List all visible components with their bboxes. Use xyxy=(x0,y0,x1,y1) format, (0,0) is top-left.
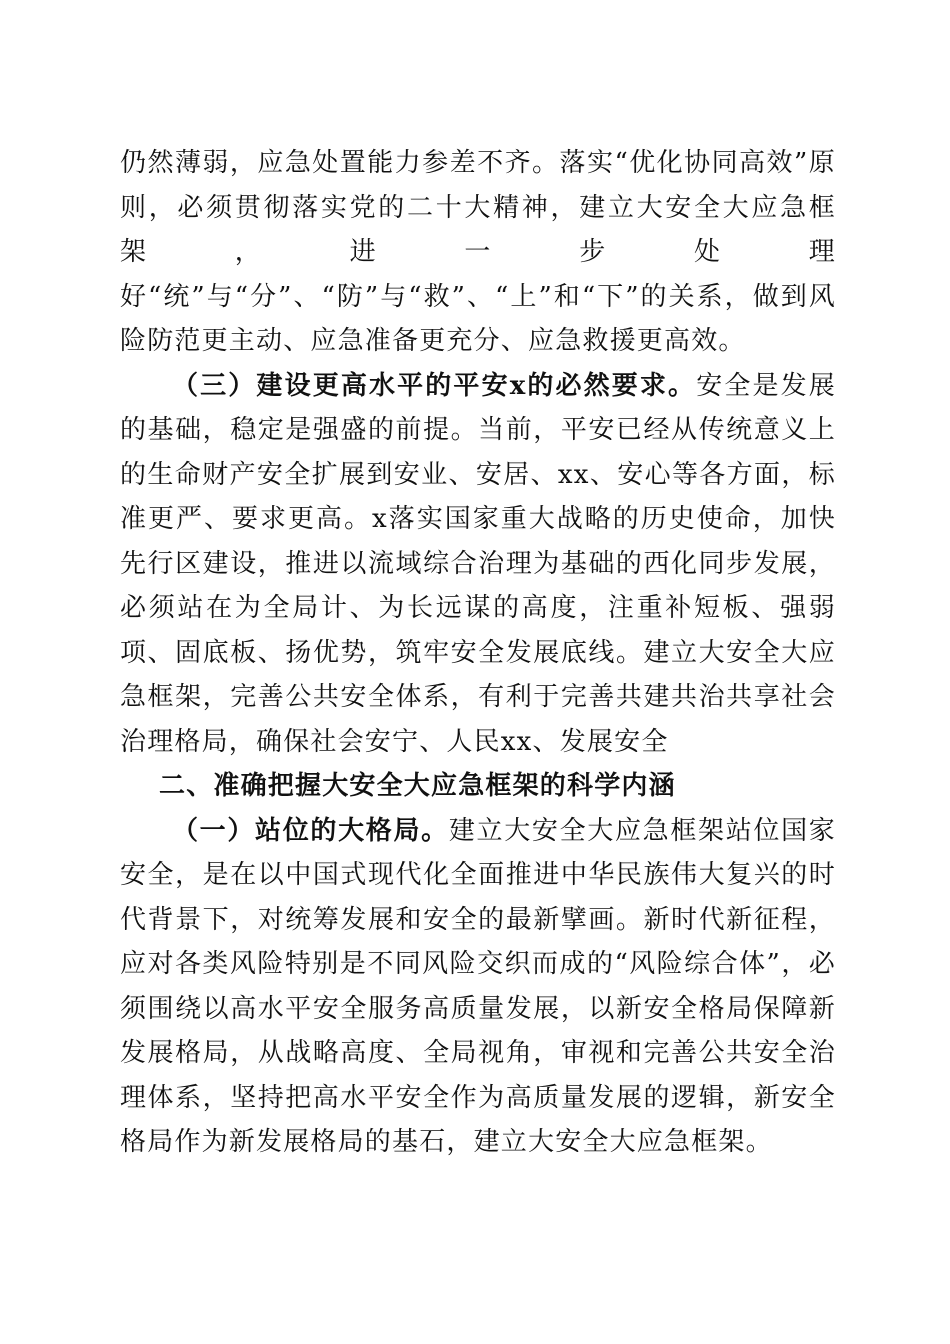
paragraph-continued: 仍然薄弱，应急处置能力参差不齐。落实“优化协同高效”原则，必须贯彻落实党的二十大精神，建立大安全大应急框架，进一步处理好“统”与“分”、“防”与“救”、“上”和“下”的关系，做到风险防范更主动、应急准备更充分、应急救援更高效。 xyxy=(120,148,836,356)
paragraph-one-body: 建立大安全大应急框架站位国家安全，是在以中国式现代化全面推进中华民族伟大复兴的时代背景下，对统筹发展和安全的最新擘画。新时代新征程，应对各类风险特别是不同风险交织而成的“风险综合体”，必须围绕以高水平安全服务高质量发展，以新安全格局保障新发展格局，从战略高度、全局视角，审视和完善公共安全治理体系，坚持把高水平安全作为高质量发展的逻辑，新安全格局作为新发展格局的基石，建立大安全大应急框架。 xyxy=(120,815,836,1157)
paragraph-one-lead: （一）站位的大格局。 xyxy=(172,815,449,846)
paragraph-one xyxy=(120,809,836,1165)
paragraph-three-body: 安全是发展的基础，稳定是强盛的前提。当前，平安已经从传统意义上的生命财产安全扩展到安业、安居、xx、安心等各方面，标准更严、要求更高。x落实国家重大战略的历史使命，加快先行区建设，推进以流域综合治理为基础的西化同步发展，必须站在为全局计、为长远谋的高度，注重补短板、强弱项、固底板、扬优势，筑牢安全发展底线。建立大安全大应急框架，完善公共安全体系，有利于完善共建共治共享社会治理格局，确保社会安宁、人民xx、发展安全 xyxy=(120,370,836,757)
document-page xyxy=(120,141,836,1165)
paragraph-three-lead: （三）建设更高水平的平安x的必然要求。 xyxy=(172,370,697,401)
paragraph-three xyxy=(120,364,836,765)
section-heading: 二、准确把握大安全大应急框架的科学内涵 xyxy=(159,771,676,801)
